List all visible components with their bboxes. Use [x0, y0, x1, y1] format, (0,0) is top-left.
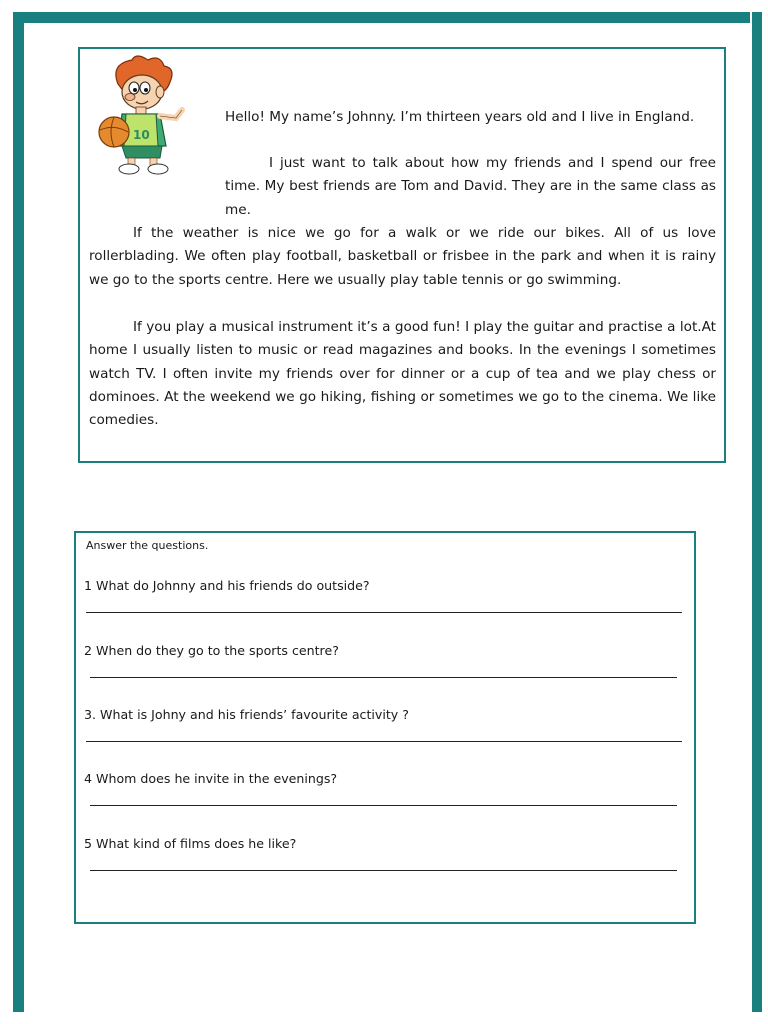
answer-line-1[interactable]	[86, 612, 682, 613]
page-frame-top	[13, 12, 750, 23]
question-text: 1 What do Johnny and his friends do outside?	[84, 578, 370, 593]
question-2	[84, 643, 684, 658]
question-1	[84, 578, 684, 593]
intro-line: Hello! My name’s Johnny. I’m thirteen years old and I live in England.	[225, 109, 695, 125]
question-text: 5 What kind of films does he like?	[84, 836, 297, 851]
intro-paragraph: I just want to talk about how my friends and I spend our free time. My best friends are Tom and David. They are in the same class as me.	[225, 155, 716, 218]
question-text: 2 When do they go to the sports centre?	[84, 643, 339, 658]
paragraph-weather: If the weather is nice we go for a walk or we ride our bikes. All of us love rollerblading. We often play football, basketball or frisbee in the park and when it is rainy we go to the sports centre. Here we usually play table tennis or go swimming.	[89, 225, 716, 288]
answer-line-3[interactable]	[86, 741, 682, 742]
boy-with-basketball-icon	[96, 54, 191, 176]
svg-text:10: 10	[133, 128, 150, 142]
answer-line-5[interactable]	[90, 870, 677, 871]
question-4	[84, 771, 684, 786]
question-text: 4 Whom does he invite in the evenings?	[84, 771, 338, 786]
answer-line-4[interactable]	[90, 805, 677, 806]
question-3	[84, 707, 684, 722]
question-text: 3. What is Johny and his friends’ favourite activity ?	[84, 707, 409, 722]
question-5	[84, 836, 684, 851]
paragraph-music: If you play a musical instrument it’s a good fun! I play the guitar and practise a lot.At home I usually listen to music or read magazines and books. In the evenings I sometimes watch TV. I often invite my friends over for dinner or a cup of tea and we play chess or dominoes. At the weekend we go hiking, fishing or sometimes we go to the cinema. We like comedies.	[89, 319, 716, 429]
questions-instruction: Answer the questions.	[86, 539, 209, 552]
page-frame-right	[752, 12, 762, 1012]
page-frame-left	[13, 12, 24, 1012]
answer-line-2[interactable]	[90, 677, 677, 678]
